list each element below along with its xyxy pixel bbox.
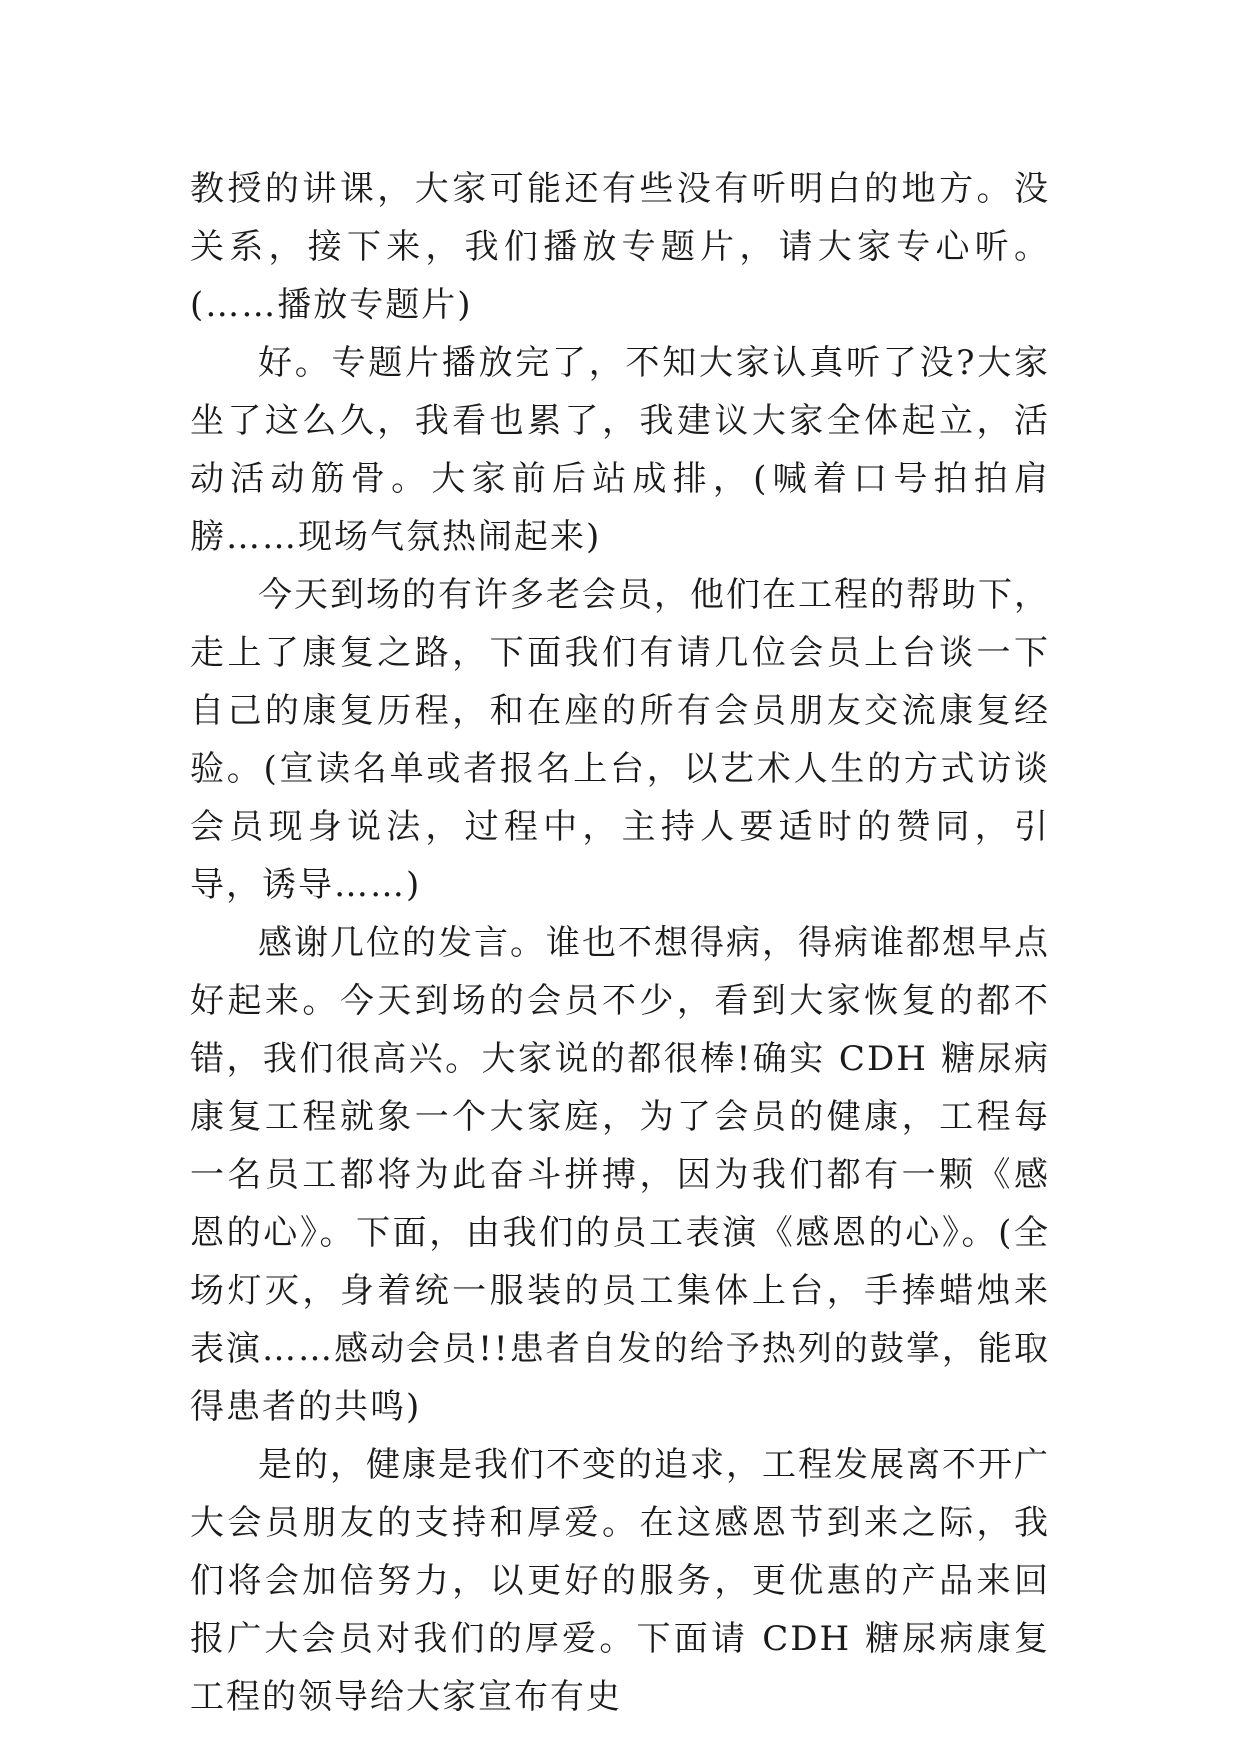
document-body [190, 160, 1050, 1726]
paragraph-2: 好。专题片播放完了，不知大家认真听了没?大家坐了这么久，我看也累了，我建议大家全体起立，活动活动筋骨。大家前后站成排，(喊着口号拍拍肩膀……现场气氛热闹起来) [190, 343, 1050, 557]
paragraph-3: 今天到场的有许多老会员，他们在工程的帮助下，走上了康复之路，下面我们有请几位会员上台谈一下自己的康复历程，和在座的所有会员朋友交流康复经验。(宣读名单或者报名上台，以艺术人生的方式访谈会员现身说法，过程中，主持人要适时的赞同，引导，诱导……) [190, 575, 1050, 905]
paragraph-4: 感谢几位的发言。谁也不想得病，得病谁都想早点好起来。今天到场的会员不少，看到大家恢复的都不错，我们很高兴。大家说的都很棒!确实 CDH 糖尿病康复工程就象一个大家庭，为了会员的健康，工程每一名员工都将为此奋斗拼搏，因为我们都有一颗《感恩的心》。下面，由我们的员工表演《感恩的心》。(全场灯灭，身着统一服装的员工集体上台，手捧蜡烛来表演……感动会员!!患者自发的给予热列的鼓掌，能取得患者的共鸣) [190, 923, 1050, 1427]
paragraph-1: 教授的讲课，大家可能还有些没有听明白的地方。没关系，接下来，我们播放专题片，请大家专心听。(……播放专题片) [190, 169, 1050, 325]
paragraph-5: 是的，健康是我们不变的追求，工程发展离不开广大会员朋友的支持和厚爱。在这感恩节到来之际，我们将会加倍努力，以更好的服务，更优惠的产品来回报广大会员对我们的厚爱。下面请 CDH 糖尿病康复工程的领导给大家宣布有史 [190, 1445, 1050, 1717]
